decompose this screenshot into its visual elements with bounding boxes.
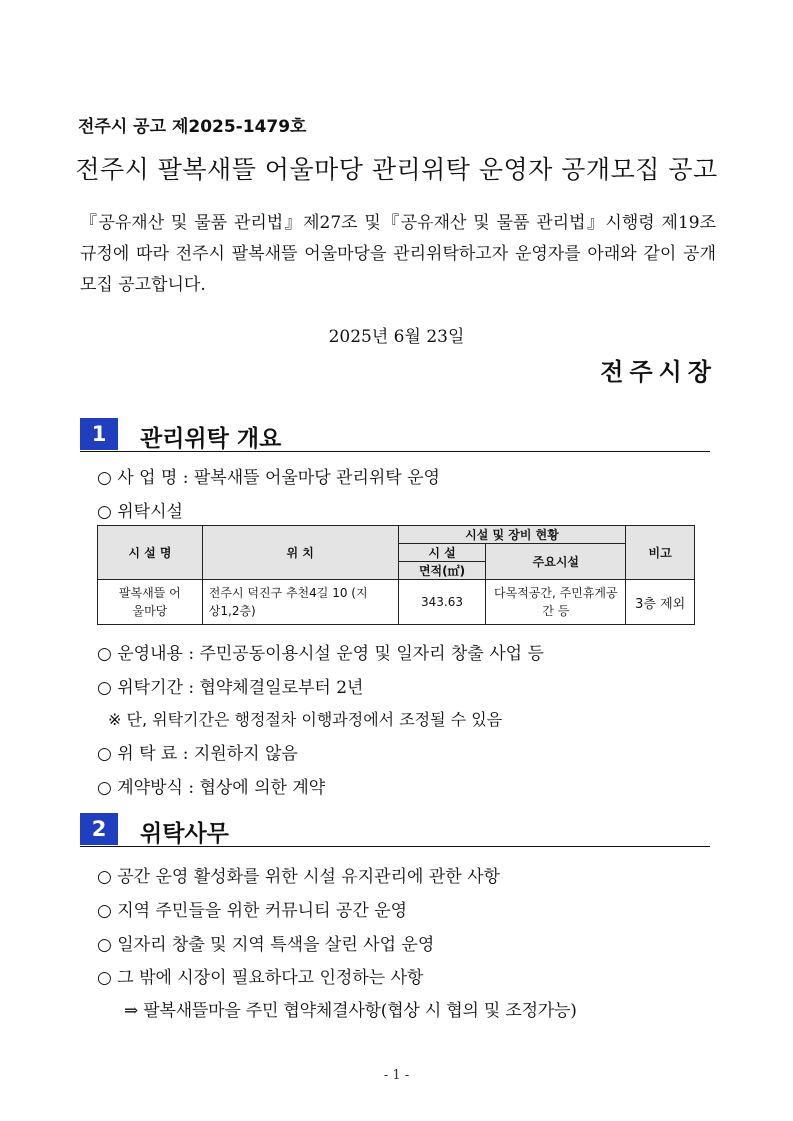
item-facility: ○ 위탁시설 [97, 502, 183, 522]
header-area: 면적(㎡) [398, 562, 486, 580]
item-entrust-fee: ○ 위 탁 료 : 지원하지 않음 [97, 744, 298, 764]
section-1-title: 관리위탁 개요 [140, 426, 282, 452]
section-1-number: 1 [80, 418, 118, 450]
header-facility: 시 설 [398, 544, 486, 562]
item-entrust-period: ○ 위탁기간 : 협약체결일로부터 2년 [97, 678, 364, 698]
page-title: 전주시 팔복새뜰 어울마당 관리위탁 운영자 공개모집 공고 [75, 155, 718, 184]
duty-item: ○ 지역 주민들을 위한 커뮤니티 공간 운영 [97, 901, 408, 921]
header-main-facility: 주요시설 [486, 544, 626, 580]
cell-remark: 3층 제외 [626, 580, 695, 625]
cell-main-facility: 다목적공간, 주민휴게공간 등 [486, 580, 626, 625]
cell-facility-name: 팔복새뜰 어울마당 [98, 580, 203, 625]
facility-table [97, 525, 695, 625]
notice-number: 전주시 공고 제2025-1479호 [78, 117, 307, 137]
cell-location: 전주시 덕진구 추천4길 10 (지상1,2층) [202, 580, 398, 625]
header-facility-name: 시 설 명 [98, 526, 203, 580]
duty-item: ○ 일자리 창출 및 지역 특색을 살린 사업 운영 [97, 935, 435, 955]
item-project-name: ○ 사 업 명 : 팔복새뜰 어울마당 관리위탁 운영 [97, 468, 440, 488]
duty-item: ○ 그 밖에 시장이 필요하다고 인정하는 사항 [97, 968, 424, 988]
cell-area: 343.63 [398, 580, 486, 625]
item-operation-content: ○ 운영내용 : 주민공동이용시설 운영 및 일자리 창출 사업 등 [97, 644, 544, 664]
intro-paragraph: 『공유재산 및 물품 관리법』제27조 및『공유재산 및 물품 관리법』시행령 제19조 규정에 따라 전주시 팔복새뜰 어울마당을 관리위탁하고자 운영자를 아래와 같이 공개모집 공고합니다. [80, 213, 716, 295]
header-location: 위 치 [202, 526, 398, 580]
period-note: ※ 단, 위탁기간은 행정절차 이행과정에서 조정될 수 있음 [108, 710, 503, 729]
header-remark: 비고 [626, 526, 695, 580]
duty-item: ○ 공간 운영 활성화를 위한 시설 유지관리에 관한 사항 [97, 867, 500, 887]
header-status: 시설 및 장비 현황 [398, 526, 626, 544]
item-contract-method: ○ 계약방식 : 협상에 의한 계약 [97, 778, 326, 798]
notice-date: 2025년 6월 23일 [328, 327, 465, 347]
duty-sub-item: ⇒ 팔복새뜰마을 주민 협약체결사항(협상 시 협의 및 조정가능) [124, 1001, 577, 1021]
section-2-title: 위탁사무 [140, 821, 229, 847]
section-2-underline [80, 846, 710, 847]
section-2-number: 2 [80, 813, 118, 845]
issuer-name: 전주시장 [600, 358, 717, 386]
section-1-underline [80, 451, 710, 452]
page-number: - 1 - [383, 1068, 410, 1083]
